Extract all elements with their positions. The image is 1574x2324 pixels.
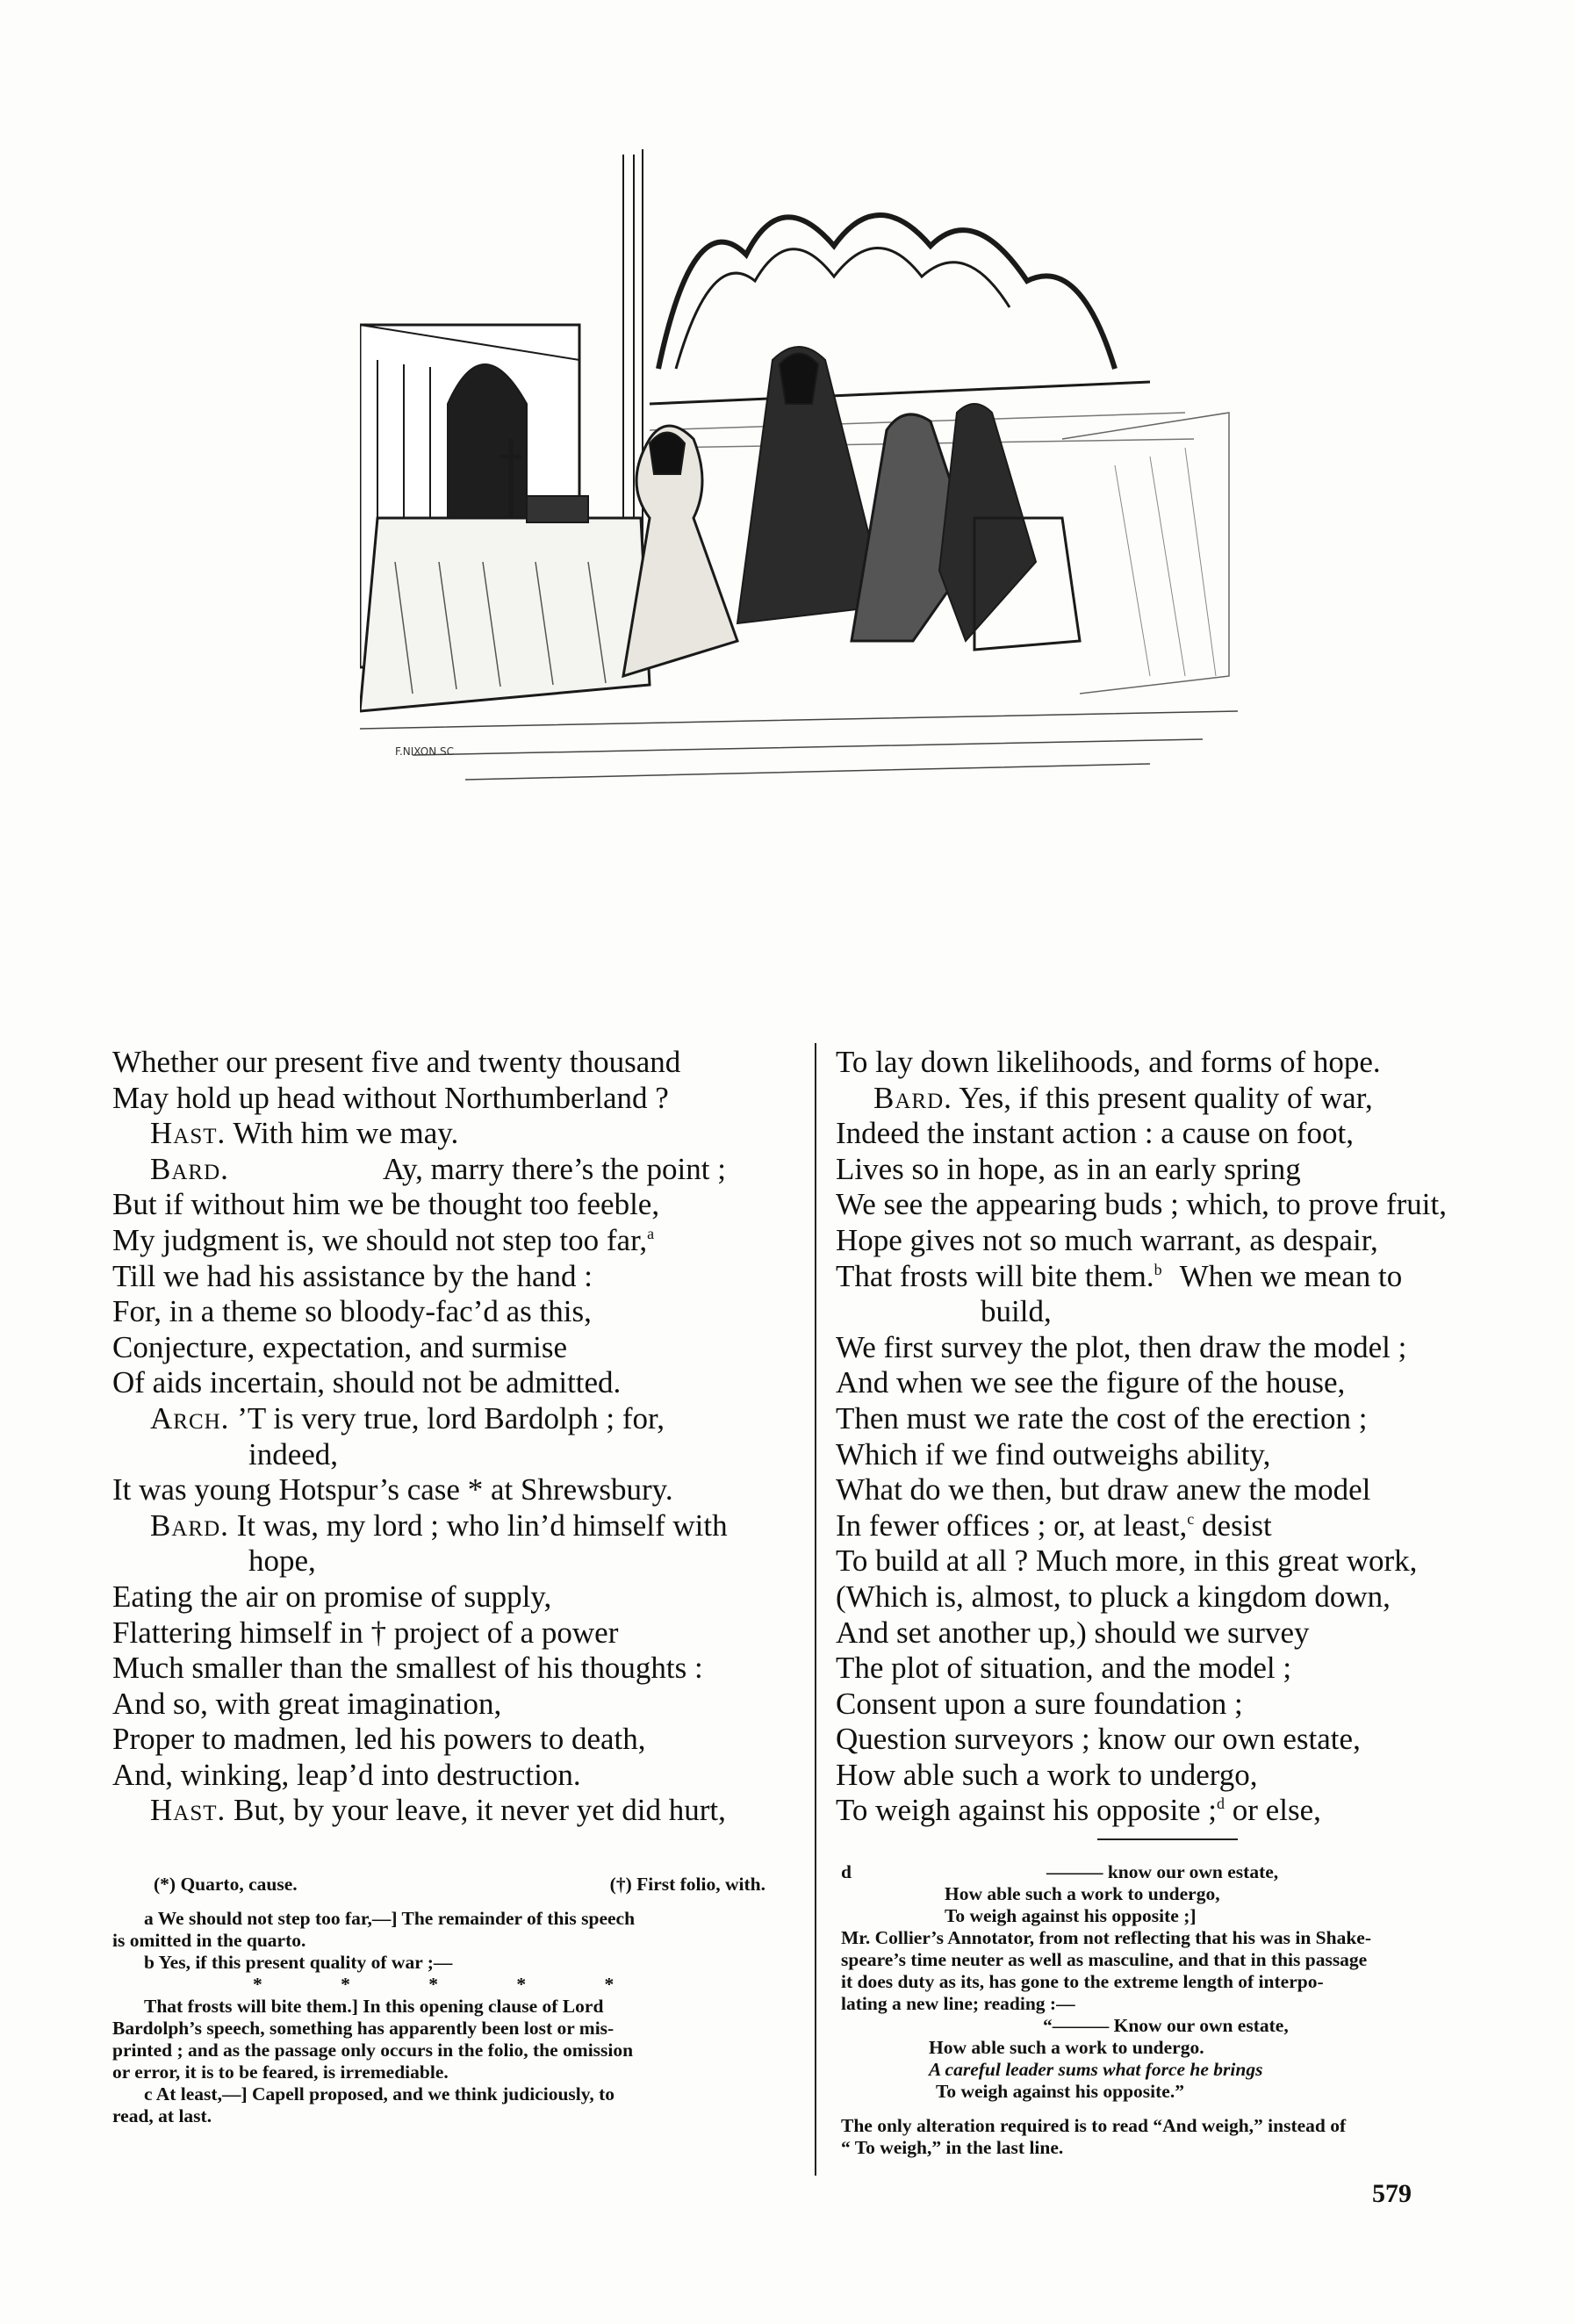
verse-line <box>112 1793 797 1829</box>
verse-line: Question surveyors ; know our own estate, <box>836 1722 1361 1757</box>
verse-line <box>112 1223 797 1259</box>
footnotes-left <box>112 1874 799 2127</box>
verse-line: May hold up head without Northumberland ? <box>112 1080 669 1115</box>
engraver-signature: F.NIXON SC <box>395 745 454 758</box>
verse-line: And, winking, leap’d into destruction. <box>112 1757 581 1792</box>
speaker-name: Arch. <box>150 1400 230 1435</box>
verse-text: But, by your leave, it never yet did hurt, <box>234 1793 726 1828</box>
verse-line: But if without him we be thought too feeble, <box>112 1187 660 1222</box>
verse-text: In fewer offices ; or, at least, <box>836 1507 1188 1543</box>
verse-text: desist <box>1202 1507 1272 1543</box>
footnote-line: speare’s time neuter as well as masculine, and that in this passage <box>841 1949 1368 1970</box>
footnote-marker: d <box>841 1861 852 1882</box>
footnote-line: c At least,—] Capell proposed, and we think judiciously, to <box>144 2083 615 2105</box>
verse-text: ’T is very true, lord Bardolph ; for, <box>237 1400 665 1435</box>
textual-variant-notes <box>112 1874 799 1896</box>
verse-line: Which if we find outweighs ability, <box>836 1436 1271 1471</box>
verse-line: indeed, <box>248 1436 339 1471</box>
footnote-line: That frosts will bite them.] In this opening clause of Lord <box>144 1996 604 2017</box>
verse-line: Indeed the instant action : a cause on foot, <box>836 1116 1354 1151</box>
verse-line: Lives so in hope, as in an early spring <box>836 1151 1301 1186</box>
footnote-line: Bardolph’s speech, something has apparently been lost or mis- <box>112 2018 615 2039</box>
verse-line: Whether our present five and twenty thousand <box>112 1045 681 1079</box>
speaker-name: Hast. <box>150 1116 226 1151</box>
verse-line: The plot of situation, and the model ; <box>836 1651 1292 1686</box>
verse-text: Ay, marry there’s the point ; <box>382 1151 726 1186</box>
verse-line <box>836 1508 1529 1544</box>
verse-column-left <box>112 1045 797 1829</box>
speaker-name: Bard. <box>150 1507 229 1543</box>
verse-line: (Which is, almost, to pluck a kingdom down, <box>836 1579 1391 1614</box>
verse-line: Hope gives not so much warrant, as despair, <box>836 1222 1378 1257</box>
verse-line: And set another up,) should we survey <box>836 1615 1310 1650</box>
footnote-line: A careful leader sums what force he brings <box>929 2059 1263 2080</box>
gothic-arch-shape <box>658 215 1115 369</box>
footnote-marker: c <box>1187 1509 1195 1528</box>
verse-column-right <box>836 1045 1529 1829</box>
speaker-name: Bard. <box>150 1151 229 1186</box>
footnotes-right <box>841 1861 1534 2159</box>
footnote-marker: b <box>1154 1260 1162 1278</box>
verse-line: It was young Hotspur’s case * at Shrewsbury. <box>112 1472 673 1507</box>
verse-line: To build at all ? Much more, in this great work, <box>836 1543 1418 1579</box>
footnote-line: How able such a work to undergo, <box>945 1883 1220 1904</box>
page-number: 579 <box>1372 2179 1412 2208</box>
footnote-marker: d <box>1217 1795 1225 1813</box>
footnote-line: a We should not step too far,—] The remainder of this speech <box>144 1908 636 1929</box>
footnote-line: How able such a work to undergo. <box>929 2037 1204 2058</box>
variant-note: (*) Quarto, cause. <box>154 1874 298 1895</box>
verse-line: build, <box>981 1294 1052 1329</box>
verse-text: or else, <box>1232 1793 1321 1828</box>
verse-line: And so, with great imagination, <box>112 1686 502 1721</box>
variant-note: (†) First folio, with. <box>609 1874 765 1895</box>
footnote-ellipsis: * * * * * <box>253 1974 651 1995</box>
footnote-marker: a <box>647 1224 655 1242</box>
verse-line <box>836 1259 1529 1295</box>
verse-line: For, in a theme so bloody-fac’d as this, <box>112 1294 592 1329</box>
footnote-line: b Yes, if this present quality of war ;— <box>144 1952 453 1973</box>
verse-text: With him we may. <box>233 1116 459 1151</box>
verse-text: To weigh against his opposite ; <box>836 1793 1218 1828</box>
verse-line: How able such a work to undergo, <box>836 1757 1258 1792</box>
footnote-line: is omitted in the quarto. <box>112 1930 306 1951</box>
footnote-line: Mr. Collier’s Annotator, from not reflecting that his was in Shake- <box>841 1927 1371 1948</box>
footnote-line: The only alteration required is to read “And weigh,” instead of <box>841 2115 1347 2136</box>
speaker-name: Bard. <box>873 1080 952 1115</box>
verse-text: My judgment is, we should not step too far, <box>112 1222 648 1257</box>
verse-line <box>112 1116 797 1152</box>
footnote-rule <box>1097 1838 1238 1840</box>
verse-line: To lay down likelihoods, and forms of hope. <box>836 1045 1381 1079</box>
verse-line: We see the appearing buds ; which, to prove fruit, <box>836 1187 1448 1222</box>
footnote-line: or error, it is to be feared, is irremediable. <box>112 2061 449 2083</box>
footnote-line: printed ; and as the passage only occurs in the folio, the omission <box>112 2040 634 2061</box>
footnote-line: To weigh against his opposite.” <box>936 2081 1184 2102</box>
verse-line <box>112 1508 797 1544</box>
verse-text: When we mean to <box>1179 1258 1403 1293</box>
speaker-name: Hast. <box>150 1793 226 1828</box>
verse-line: Flattering himself in † project of a power <box>112 1615 619 1650</box>
book-shape <box>527 496 588 522</box>
verse-line: Of aids incertain, should not be admitted. <box>112 1365 622 1400</box>
verse-line: Conjecture, expectation, and surmise <box>112 1329 568 1364</box>
footnote-line: read, at last. <box>112 2105 212 2126</box>
verse-line: hope, <box>248 1543 316 1579</box>
verse-line <box>836 1081 1529 1117</box>
footnote-line: lating a new line; reading :— <box>841 1993 1075 2014</box>
verse-text: It was, my lord ; who lin’d himself with <box>236 1507 728 1543</box>
footnote-line: “——— Know our own estate, <box>1043 2015 1289 2036</box>
verse-text: That frosts will bite them. <box>836 1258 1154 1293</box>
verse-line <box>836 1793 1529 1829</box>
verse-line <box>112 1152 797 1188</box>
footnote-line: To weigh against his opposite ;] <box>945 1905 1197 1926</box>
footnote-line: it does duty as its, has gone to the extreme length of interpo- <box>841 1971 1324 1992</box>
column-divider <box>815 1043 816 2176</box>
verse-line: Proper to madmen, led his powers to death, <box>112 1722 646 1757</box>
verse-line: Eating the air on promise of supply, <box>112 1579 552 1614</box>
footnote-line <box>841 1861 1534 1883</box>
footnote-line: “ To weigh,” in the last line. <box>841 2137 1064 2158</box>
engraving-illustration <box>360 149 1255 922</box>
verse-text: Yes, if this present quality of war, <box>959 1080 1373 1115</box>
verse-line: Much smaller than the smallest of his thoughts : <box>112 1651 703 1686</box>
verse-line <box>112 1401 797 1437</box>
footnote-text: ——— know our own estate, <box>1046 1861 1279 1882</box>
verse-line: What do we then, but draw anew the model <box>836 1472 1371 1507</box>
verse-line: Then must we rate the cost of the erection ; <box>836 1400 1368 1435</box>
verse-line: Till we had his assistance by the hand : <box>112 1258 593 1293</box>
floor-lines <box>360 711 1238 780</box>
verse-line: Consent upon a sure foundation ; <box>836 1686 1243 1721</box>
verse-line: And when we see the figure of the house, <box>836 1365 1346 1400</box>
verse-line: We first survey the plot, then draw the model ; <box>836 1329 1407 1364</box>
